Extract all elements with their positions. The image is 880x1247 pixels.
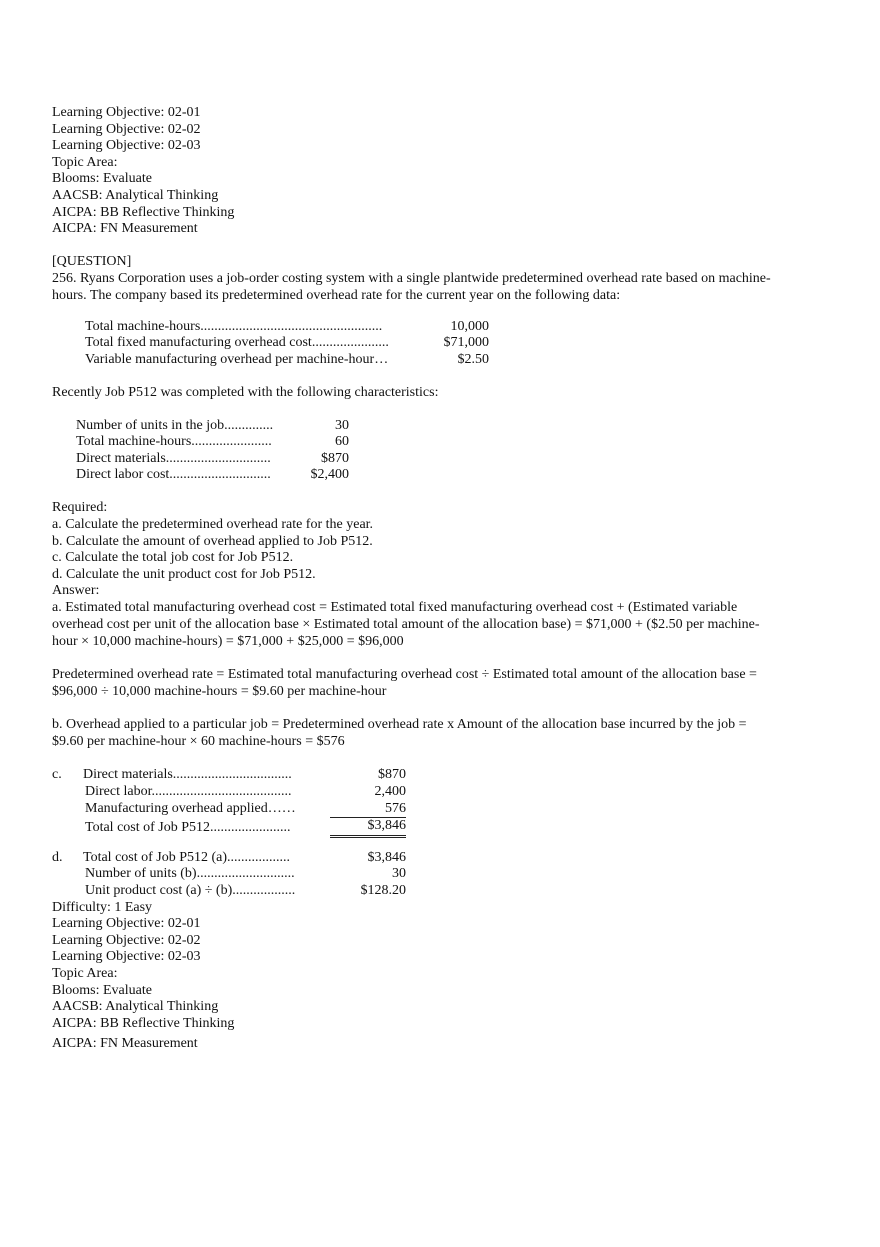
job-data-table [76, 418, 349, 484]
header-metadata [52, 105, 772, 238]
row-value [330, 767, 406, 784]
meta-line: Topic Area: [52, 965, 118, 981]
question-text: 256. Ryans Corporation uses a job-order costing system with a single plantwide predetermined overhead rate based on machine-hours. The company based its predetermined overhead rate for the current year on the following data: [52, 270, 771, 303]
row-value: $870 [321, 450, 349, 466]
table-row [85, 319, 489, 336]
row-label: Variable manufacturing overhead per machine-hour… [85, 351, 389, 367]
row-label: Manufacturing overhead applied…… [85, 801, 296, 817]
row-value [330, 883, 406, 900]
row-value-text: $870 [378, 767, 406, 783]
required-item: c. Calculate the total job cost for Job P512. [52, 550, 294, 566]
table-row [85, 352, 489, 369]
meta-line: Learning Objective: 02-03 [52, 138, 201, 154]
required-heading: Required: [52, 500, 108, 516]
row-value [330, 801, 406, 819]
row-label: Unit product cost (a) ÷ (b).................. [85, 882, 296, 898]
table-row [85, 335, 489, 352]
row-label: Total machine-hours....................... [76, 434, 272, 450]
row-label: Direct materials.............................. [76, 450, 271, 466]
row-label: Total cost of Job P512....................... [85, 819, 291, 835]
answer-marker: c. [52, 767, 62, 783]
table-row [76, 467, 349, 484]
row-value-text: $3,846 [367, 849, 406, 865]
meta-line: AICPA: BB Reflective Thinking [52, 204, 235, 220]
row-value: $2,400 [310, 467, 349, 483]
table-row [52, 818, 406, 838]
row-value-text: 2,400 [374, 783, 406, 799]
row-label: Total fixed manufacturing overhead cost...................... [85, 335, 389, 351]
footer-metadata [52, 900, 772, 1053]
answer-a-part2: Predetermined overhead rate = Estimated total manufacturing overhead cost ÷ Estimated total amount of the allocation base = $96,000 ÷ 10,000 machine-hours = $9.60 per machine-hour [52, 667, 757, 699]
table-row [76, 451, 349, 468]
row-label: Direct labor cost............................. [76, 467, 271, 483]
answer-b: b. Overhead applied to a particular job = Predetermined overhead rate x Amount of the allocation base incurred by the job = $9.60 per machine-hour × 60 machine-hours = $576 [52, 717, 747, 749]
meta-line: Blooms: Evaluate [52, 171, 152, 187]
meta-line: Learning Objective: 02-02 [52, 932, 201, 948]
answer-d-table [52, 850, 406, 900]
answer-c-table [52, 767, 406, 837]
row-value: 30 [335, 417, 349, 433]
row-label: Direct materials.................................. [83, 767, 292, 783]
meta-line: AACSB: Analytical Thinking [52, 187, 219, 203]
row-value [330, 866, 406, 883]
meta-line: Difficulty: 1 Easy [52, 899, 153, 915]
table-row [76, 418, 349, 435]
meta-line: Learning Objective: 02-02 [52, 121, 201, 137]
row-value [330, 818, 406, 838]
table-row [52, 883, 406, 900]
meta-line: Learning Objective: 02-01 [52, 105, 201, 120]
table-row [52, 850, 406, 867]
row-value: 60 [335, 434, 349, 450]
meta-line: Learning Objective: 02-03 [52, 949, 201, 965]
row-label: Total cost of Job P512 (a).................. [83, 849, 291, 865]
table-row [52, 784, 406, 801]
meta-line: Learning Objective: 02-01 [52, 916, 201, 932]
row-value [330, 850, 406, 867]
table-row [52, 866, 406, 883]
row-label: Number of units (b)............................ [85, 866, 295, 882]
answer-a-part1: a. Estimated total manufacturing overhead cost = Estimated total fixed manufacturing overhead cost + (Estimated variable overhead cost per unit of the allocation base × Estimated total amount of the allocation base) = $71,000 + ($2.50 per machine-hour × 10,000 machine-hours) = $71,000 + $25,000 = $96,000 [52, 600, 760, 649]
required-item: b. Calculate the amount of overhead applied to Job P512. [52, 533, 373, 549]
meta-line: AICPA: FN Measurement [52, 1036, 198, 1052]
row-value-text: 30 [392, 866, 406, 882]
row-value [330, 784, 406, 801]
row-value-text: $3,846 [330, 818, 406, 838]
required-item: a. Calculate the predetermined overhead rate for the year. [52, 517, 374, 533]
overhead-data-table [85, 319, 489, 369]
table-row [52, 767, 406, 784]
meta-line: AICPA: FN Measurement [52, 221, 198, 237]
row-value: 10,000 [450, 318, 489, 334]
required-item: d. Calculate the unit product cost for Job P512. [52, 566, 316, 582]
row-value-text: 576 [330, 801, 406, 819]
meta-line: AACSB: Analytical Thinking [52, 999, 219, 1015]
row-label: Direct labor........................................ [85, 783, 292, 799]
row-value: $71,000 [443, 335, 489, 351]
answer-marker: d. [52, 849, 63, 865]
row-value-text: $128.20 [360, 882, 406, 898]
row-value: $2.50 [457, 351, 489, 367]
row-label: Number of units in the job.............. [76, 417, 274, 433]
answer-heading: Answer: [52, 583, 100, 599]
document-page [52, 105, 772, 1053]
row-label: Total machine-hours.................................................... [85, 318, 383, 334]
table-row [52, 801, 406, 819]
question-tag: [QUESTION] [52, 254, 132, 270]
meta-line: AICPA: BB Reflective Thinking [52, 1015, 235, 1031]
job-intro: Recently Job P512 was completed with the following characteristics: [52, 384, 439, 400]
meta-line: Topic Area: [52, 154, 118, 170]
meta-line: Blooms: Evaluate [52, 982, 152, 998]
table-row [76, 434, 349, 451]
